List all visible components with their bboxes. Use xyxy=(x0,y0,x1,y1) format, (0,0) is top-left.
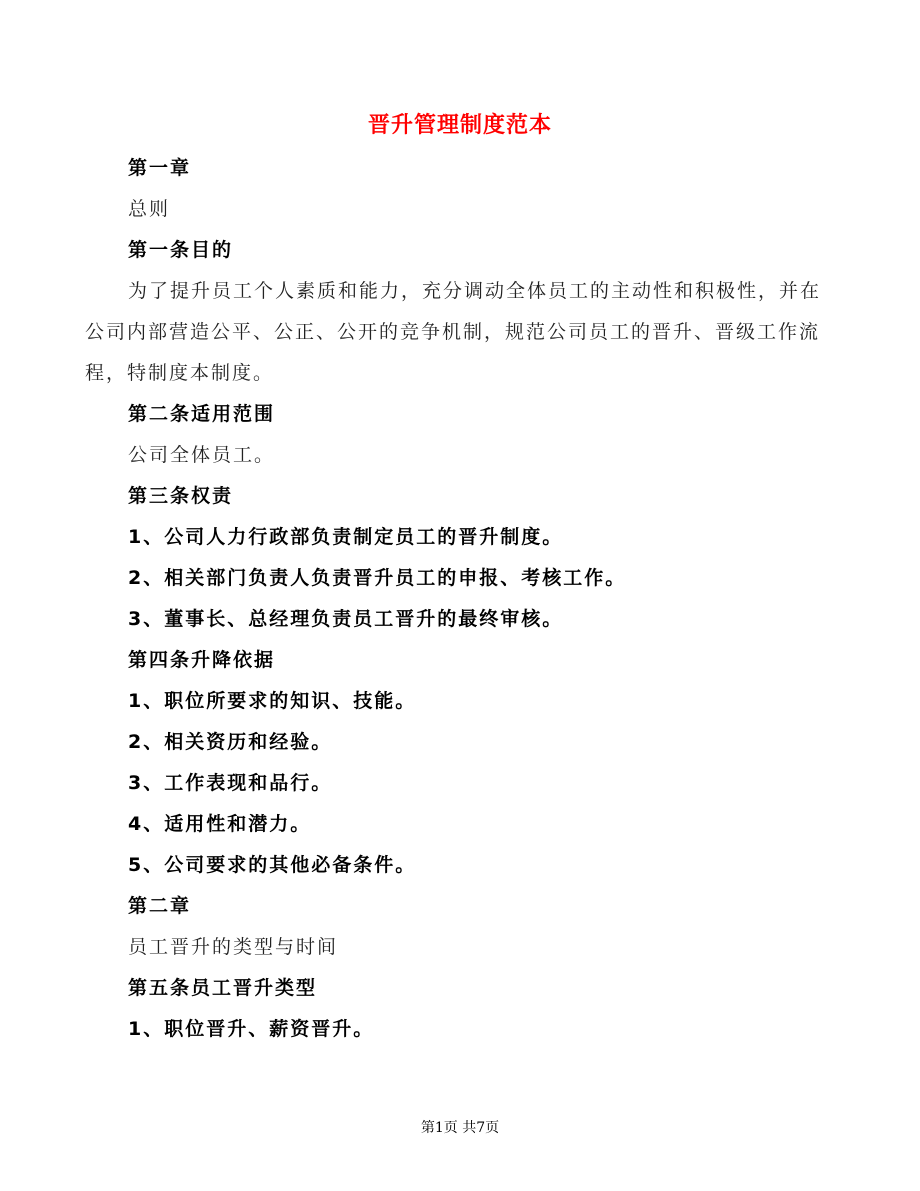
document-title: 晋升管理制度范本 xyxy=(367,113,552,138)
list-item: 1、公司人力行政部负责制定员工的晋升制度。 xyxy=(128,526,564,548)
article-heading: 第四条升降依据 xyxy=(128,649,276,671)
chapter-subtitle: 总则 xyxy=(128,198,171,220)
list-item: 1、职位晋升、薪资晋升。 xyxy=(128,1018,375,1040)
list-item: 1、职位所要求的知识、技能。 xyxy=(128,690,417,712)
article-heading: 第三条权责 xyxy=(128,485,234,507)
list-item: 2、相关资历和经验。 xyxy=(128,731,333,753)
paragraph-line: 公司内部营造公平、公正、公开的竞争机制，规范公司员工的晋升、晋级工作流 xyxy=(85,321,821,343)
list-item: 3、董事长、总经理负责员工晋升的最终审核。 xyxy=(128,608,564,630)
chapter-heading: 第二章 xyxy=(128,895,192,917)
article-heading: 第一条目的 xyxy=(128,239,234,261)
document-body xyxy=(85,148,825,1050)
list-item: 2、相关部门负责人负责晋升员工的申报、考核工作。 xyxy=(128,567,627,589)
article-heading: 第五条员工晋升类型 xyxy=(128,977,318,999)
list-item: 5、公司要求的其他必备条件。 xyxy=(128,854,417,876)
paragraph-line: 为了提升员工个人素质和能力，充分调动全体员工的主动性和积极性，并在 xyxy=(128,280,822,302)
list-item: 3、工作表现和品行。 xyxy=(128,772,333,794)
chapter-subtitle: 员工晋升的类型与时间 xyxy=(128,936,339,958)
paragraph-line: 公司全体员工。 xyxy=(128,444,276,466)
list-item: 4、适用性和潜力。 xyxy=(128,813,312,835)
paragraph-line: 程，特制度本制度。 xyxy=(85,362,275,384)
page-number: 第1页 共7页 xyxy=(420,1120,500,1136)
article-heading: 第二条适用范围 xyxy=(128,403,276,425)
chapter-heading: 第一章 xyxy=(128,157,192,179)
